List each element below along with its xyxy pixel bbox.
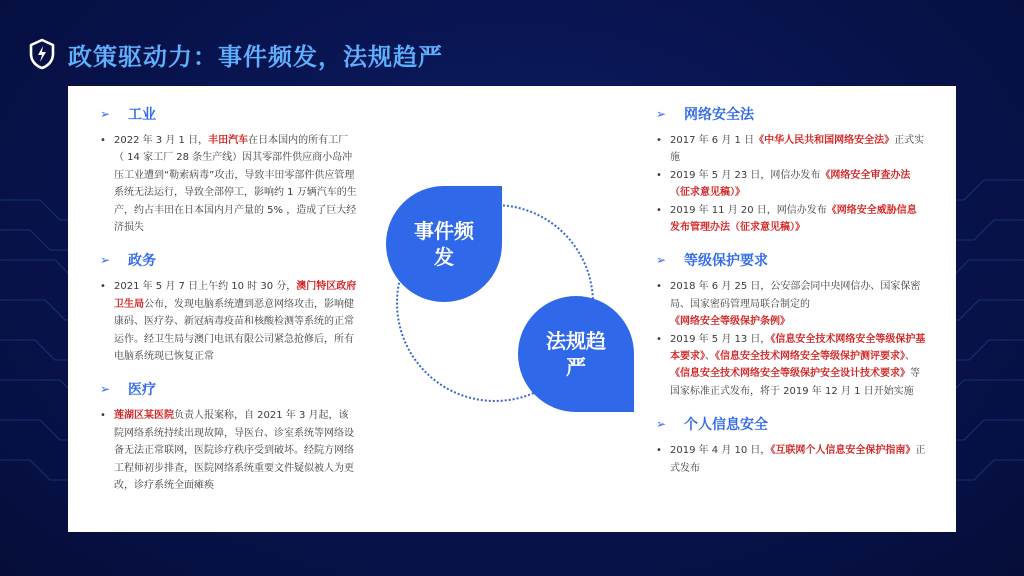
body-text: 负责人报案称，自 2021 年 3 月起，该院网络系统持续出现故障，导医台、诊室系统等网络设备无法正常联网，医院诊疗秩序受到破坏。经院方网络工程师初步排查，医院网络系统重要文件疑似被人为更改，诊疗系统全面瘫痪 (114, 410, 354, 492)
arrow-bullet-icon: ➢ (100, 253, 111, 268)
highlight-text: 《中华人民共和国网络安全法》 (754, 135, 895, 146)
regulations-petal (518, 296, 634, 412)
left-section-heading (100, 104, 358, 124)
body-text: 等国家标准正式发布，将于 2019 年 12 月 1 日开始实施 (670, 368, 920, 397)
body-text: 2019 年 5 月 23 日，网信办发布 (670, 169, 821, 181)
body-text: 正式发布 (670, 445, 926, 474)
section-heading-label: 个人信息安全 (684, 417, 768, 434)
section-gap (100, 236, 358, 250)
right-section-heading (656, 250, 926, 270)
section-heading-label: 政务 (128, 253, 156, 270)
arrow-bullet-icon: ➢ (656, 253, 667, 268)
bullet-item (100, 278, 358, 365)
page-header (28, 36, 443, 72)
body-text: 正式实施 (670, 135, 925, 164)
bullet-dot-icon: • (656, 204, 662, 216)
bullet-dot-icon: • (100, 281, 106, 293)
highlight-text: 莲湖区某医院 (114, 410, 174, 422)
bullet-dot-icon: • (656, 445, 662, 457)
bullet-dot-icon: • (656, 281, 662, 293)
body-text: 在日本国内的所有工厂（ 14 家工厂 28 条生产线）因其零部件供应商小岛冲压工业遭到“勒索病毒”攻击，导致丰田零部件供应管理系统无法运行，导致全部停工，影响约 1 万辆汽车的生产，约占丰田在日本国内月产量的 5% ，造成了巨大经济损失 (114, 135, 357, 234)
highlight-text: 《网络安全威胁信息发布管理办法（征求意见稿）》 (670, 204, 917, 234)
bullet-dot-icon: • (100, 410, 106, 422)
bullet-dot-icon: • (656, 169, 662, 181)
body-text: 、 (905, 351, 915, 363)
shield-lightning-icon (28, 38, 56, 70)
bullet-item (100, 132, 358, 236)
body-text: 2017 年 6 月 1 日 (670, 135, 755, 146)
body-text: 2019 年 4 月 10 日， (670, 445, 771, 457)
content-panel (68, 86, 956, 532)
bullet-item (656, 278, 926, 330)
body-text: 2019 年 11 月 20 日，网信办发布 (670, 204, 827, 216)
highlight-text: 《网络安全审查办法（征求意见稿）》 (670, 169, 911, 199)
events-petal-label: 事件频发 (414, 219, 474, 269)
highlight-text: 《网络安全等级保护条例》 (670, 316, 790, 328)
body-text: 公布，发现电脑系统遭到恶意网络攻击，影响健康码、医疗券、新冠病毒疫苗和核酸检测等系统的正常运作。经卫生局与澳门电讯有限公司紧急抢修后，所有电脑系统现已恢复正常 (114, 298, 354, 363)
bullet-item (656, 442, 926, 477)
section-gap (100, 365, 358, 379)
body-text: 2022 年 3 月 1 日， (114, 135, 209, 146)
regulations-petal-label: 法规趋严 (546, 329, 606, 379)
arrow-bullet-icon: ➢ (656, 107, 667, 121)
bullet-item (100, 407, 358, 494)
highlight-text: 《信息安全技术网络安全等级保护基本要求》 (670, 333, 926, 363)
page-title: 政策驱动力：事件频发，法规趋严 (68, 42, 443, 71)
bullet-item (656, 167, 926, 202)
left-section-heading (100, 379, 358, 399)
center-graphic (386, 186, 612, 412)
bullet-dot-icon: • (656, 135, 662, 146)
bullet-dot-icon: • (656, 333, 662, 345)
highlight-text: 澳门特区政府卫生局 (114, 281, 357, 310)
highlight-text: 《互联网个人信息安全保护指南》 (770, 445, 916, 457)
body-text: 2021 年 5 月 7 日上午约 10 时 30 分， (114, 281, 297, 293)
arrow-bullet-icon: ➢ (656, 417, 667, 432)
regulations-column (656, 104, 926, 477)
arrow-bullet-icon: ➢ (100, 382, 111, 397)
highlight-text: 丰田汽车 (208, 135, 249, 146)
body-text: 、 (705, 351, 715, 363)
right-section-heading (656, 104, 926, 124)
bullet-item (656, 331, 926, 401)
section-gap (656, 236, 926, 250)
section-gap (656, 400, 926, 414)
bullet-item (656, 132, 926, 167)
left-section-heading (100, 250, 358, 270)
events-petal (386, 186, 502, 302)
highlight-text: 《信息安全技术网络安全等级保护测评要求》 (715, 351, 905, 363)
events-column (100, 104, 358, 495)
section-heading-label: 医疗 (128, 382, 156, 399)
arrow-bullet-icon: ➢ (100, 107, 111, 121)
section-heading-label: 工业 (128, 107, 156, 123)
highlight-text: 《信息安全技术网络安全等级保护安全设计技术要求》 (670, 368, 910, 380)
bullet-dot-icon: • (100, 135, 106, 146)
section-heading-label: 网络安全法 (684, 107, 754, 123)
right-section-heading (656, 414, 926, 434)
bullet-item (656, 202, 926, 237)
section-heading-label: 等级保护要求 (684, 253, 768, 270)
body-text: 2018 年 6 月 25 日，公安部会同中央网信办、国家保密局、国家密码管理局联合制定的 (670, 281, 921, 310)
body-text: 2019 年 5 月 13 日， (670, 333, 771, 345)
